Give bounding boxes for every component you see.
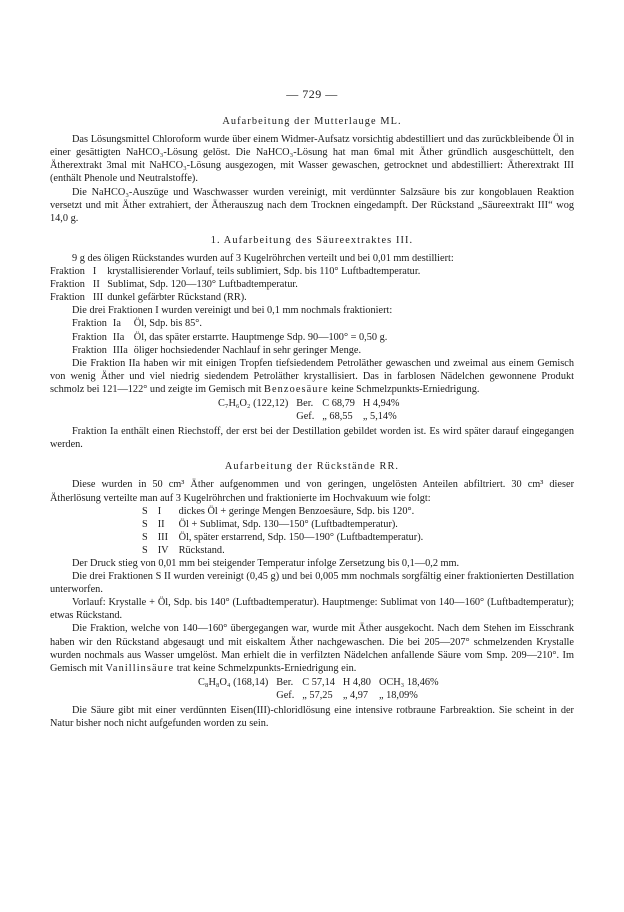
fraction-label: Fraktion bbox=[72, 331, 107, 343]
fraction-label: Fraktion bbox=[50, 292, 85, 304]
fraction-description: Öl + Sublimat, Sdp. 130—150° (Luftbadtemperatur). bbox=[178, 518, 398, 530]
analysis-label: Gef. bbox=[296, 411, 315, 423]
paragraph: Die NaHCO₃-Auszüge und Waschwasser wurden vereinigt, mit verdünnter Salzsäure bis zur kongoblauen Reaktion versetzt und mit Äther extrahiert, der Ätherauszug nach dem Trocknen eingedampft. Der Rückstand „Säureextrakt III“ wog 14,0 g. bbox=[50, 186, 574, 224]
analysis-value-c: „ 57,25 bbox=[302, 689, 333, 701]
paragraph: Fraktion Ia enthält einen Riechstoff, der erst bei der Destillation gebildet worden ist. Es wird später darauf eingegangen werden. bbox=[50, 426, 574, 451]
fraction-description: Sublimat, Sdp. 120—130° Luftbadtemperatur. bbox=[107, 279, 298, 291]
paragraph-text: Die Fraktion IIa haben wir mit einigen Tropfen tiefsiedendem Petroläther gewaschen und zweimal aus einem Gemisch von wenig Äther und viel niedrig siedendem Petroläther krystallisiert. Das in farblosen Nädelchen gewonnene Produkt schmolz bei 121—122° und zeigte im Gemisch mit bbox=[50, 357, 574, 395]
analysis-value-och3: „ 18,09% bbox=[378, 689, 418, 701]
analysis-label: Ber. bbox=[276, 676, 294, 688]
paragraph-text: Die Fraktion, welche von 140—160° übergegangen war, wurde mit Äther ausgekocht. Nach dem Stehen im Eisschrank haben wir den Rückstand abgesaugt und mit eiskaltem Äther nachgewaschen. Die bei 205—207° schmelzenden Krystalle wurden nochmals aus Wasser umgelöst. Man erhielt die in verfilzten Nädelchen anfallende Säure vom Smp. 209—210°. Im Gemisch mit bbox=[50, 623, 574, 674]
paragraph: Diese wurden in 50 cm³ Äther aufgenommen und von geringen, ungelösten Anteilen abfiltriert. 30 cm³ dieser Ätherlösung verteilte man auf 3 Kugelröhrchen und fraktionierte im Hochvakuum wie folgt: bbox=[50, 479, 574, 504]
compound-name: Benzoesäure bbox=[264, 383, 329, 395]
compound-name: Vanillinsäure bbox=[105, 662, 175, 674]
heading-saeureextrakt: 1. Aufarbeitung des Säureextraktes III. bbox=[210, 234, 414, 246]
paragraph: Die Säure gibt mit einer verdünnten Eisen(III)-chloridlösung eine intensive rotbraune Farbreaktion. Sie scheint in der Natur bisher noch nicht aufgefunden worden zu sein. bbox=[50, 705, 574, 730]
fraction-label: Fraktion bbox=[72, 344, 107, 356]
list-item bbox=[142, 518, 433, 531]
paragraph: Der Druck stieg von 0,01 mm bei steigender Temperatur infolge Zersetzung bis 0,1—0,2 mm. bbox=[72, 558, 460, 569]
fraction-number: II bbox=[92, 279, 100, 291]
fraction-label: Fraktion bbox=[50, 266, 85, 278]
subfraction-list bbox=[72, 317, 393, 356]
list-item bbox=[142, 505, 433, 518]
fraction-number: III bbox=[157, 531, 169, 543]
list-item bbox=[72, 317, 393, 330]
fraction-number: IIIa bbox=[112, 344, 128, 356]
fraction-description: Rückstand. bbox=[178, 544, 225, 556]
analysis-row-calculated bbox=[198, 676, 447, 689]
fraction-number: III bbox=[92, 292, 104, 304]
fraction-number: I bbox=[157, 505, 162, 517]
elemental-analysis bbox=[198, 676, 447, 702]
list-item bbox=[72, 331, 393, 344]
list-item bbox=[50, 265, 428, 278]
fraction-description: Öl, Sdp. bis 85°. bbox=[133, 318, 202, 330]
paragraph: 9 g des öligen Rückstandes wurden auf 3 Kugelröhrchen verteilt und bei 0,01 mm destilliert: bbox=[72, 252, 454, 264]
analysis-label: Ber. bbox=[296, 397, 314, 409]
paragraph-text: trat keine Schmelzpunkts-Erniedrigung ein. bbox=[176, 662, 357, 674]
paragraph-text: keine Schmelzpunkts-Erniedrigung. bbox=[331, 383, 480, 395]
fraction-number: I bbox=[92, 266, 97, 278]
list-item bbox=[142, 531, 433, 544]
list-item bbox=[72, 344, 393, 357]
fraction-description: öliger hochsiedender Nachlauf in sehr geringer Menge. bbox=[133, 344, 362, 356]
fraction-label: Fraktion bbox=[72, 318, 107, 330]
analysis-value-h: H 4,94% bbox=[362, 397, 400, 409]
fraction-description: dickes Öl + geringe Mengen Benzoesäure, Sdp. bis 120°. bbox=[178, 505, 415, 517]
fraction-label: Fraktion bbox=[50, 279, 85, 291]
analysis-value-h: H 4,80 bbox=[342, 676, 371, 688]
fraction-label: S bbox=[142, 518, 148, 530]
list-item bbox=[142, 544, 433, 557]
fraction-label: S bbox=[142, 531, 148, 543]
paragraph: Die drei Fraktionen S II wurden vereinigt (0,45 g) und bei 0,005 mm nochmals sorgfältig einer fraktionierten Destillation unterworfen. bbox=[50, 571, 574, 596]
fraction-number: Ia bbox=[112, 318, 121, 330]
analysis-value-och3: OCH₃ 18,46% bbox=[378, 676, 439, 688]
analysis-row-found bbox=[218, 410, 408, 423]
heading-rueckstaende: Aufarbeitung der Rückstände RR. bbox=[224, 461, 400, 473]
fraction-number: IV bbox=[157, 544, 169, 556]
analysis-value-h: „ 5,14% bbox=[362, 411, 397, 423]
paragraph bbox=[50, 357, 574, 396]
molecular-formula: C₇H₆O₂ (122,12) bbox=[218, 397, 289, 409]
fraction-description: Öl, das später erstarrte. Hauptmenge Sdp. 90—100° = 0,50 g. bbox=[133, 331, 388, 343]
fraction-number: II bbox=[157, 518, 165, 530]
analysis-value-h: „ 4,97 bbox=[342, 689, 369, 701]
fraction-description: dunkel gefärbter Rückstand (RR). bbox=[107, 292, 247, 304]
paragraph: Das Lösungsmittel Chloroform wurde über einem Widmer-Aufsatz vorsichtig abdestilliert und das zurückbleibende Öl in einer gesättigten NaHCO₃-Lösung gelöst. Die NaHCO₃-Lösung hat man 6mal mit Äther gründlich ausgeschüttelt, den Ätherextrakt 3mal mit NaHCO₃-Lösung ausgezogen, mit Wasser gewaschen, getrocknet und abdestilliert: Ätherextrakt III (enthält Phenole und Neutralstoffe). bbox=[50, 134, 574, 185]
s-fraction-list bbox=[142, 505, 433, 557]
fraction-number: IIa bbox=[112, 331, 125, 343]
molecular-formula: C₈H₈O₄ (168,14) bbox=[198, 676, 269, 688]
analysis-row-calculated bbox=[218, 397, 408, 410]
fraction-list bbox=[50, 265, 428, 304]
paragraph: Vorlauf: Krystalle + Öl, Sdp. bis 140° (Luftbadtemperatur). Hauptmenge: Sublimat von 140—160° (Luftbadtemperatur); etwas Rückstand. bbox=[50, 597, 574, 622]
analysis-label: Gef. bbox=[276, 689, 295, 701]
fraction-label: S bbox=[142, 544, 148, 556]
list-item bbox=[50, 278, 428, 291]
analysis-value-c: C 68,79 bbox=[322, 397, 355, 409]
fraction-description: krystallisierender Vorlauf, teils sublimiert, Sdp. bis 110° Luftbadtemperatur. bbox=[107, 266, 421, 278]
analysis-row-found bbox=[198, 689, 447, 702]
heading-mutterlauge: Aufarbeitung der Mutterlauge ML. bbox=[222, 116, 402, 128]
fraction-label: S bbox=[142, 505, 148, 517]
fraction-description: Öl, später erstarrend, Sdp. 150—190° (Luftbadtemperatur). bbox=[178, 531, 424, 543]
elemental-analysis bbox=[218, 397, 408, 423]
paragraph: Die drei Fraktionen I wurden vereinigt und bei 0,1 mm nochmals fraktioniert: bbox=[72, 305, 393, 317]
analysis-value-c: „ 68,55 bbox=[322, 411, 353, 423]
paragraph bbox=[50, 622, 574, 674]
list-item bbox=[50, 291, 428, 304]
page-number: — 729 — bbox=[286, 87, 338, 101]
analysis-value-c: C 57,14 bbox=[302, 676, 335, 688]
